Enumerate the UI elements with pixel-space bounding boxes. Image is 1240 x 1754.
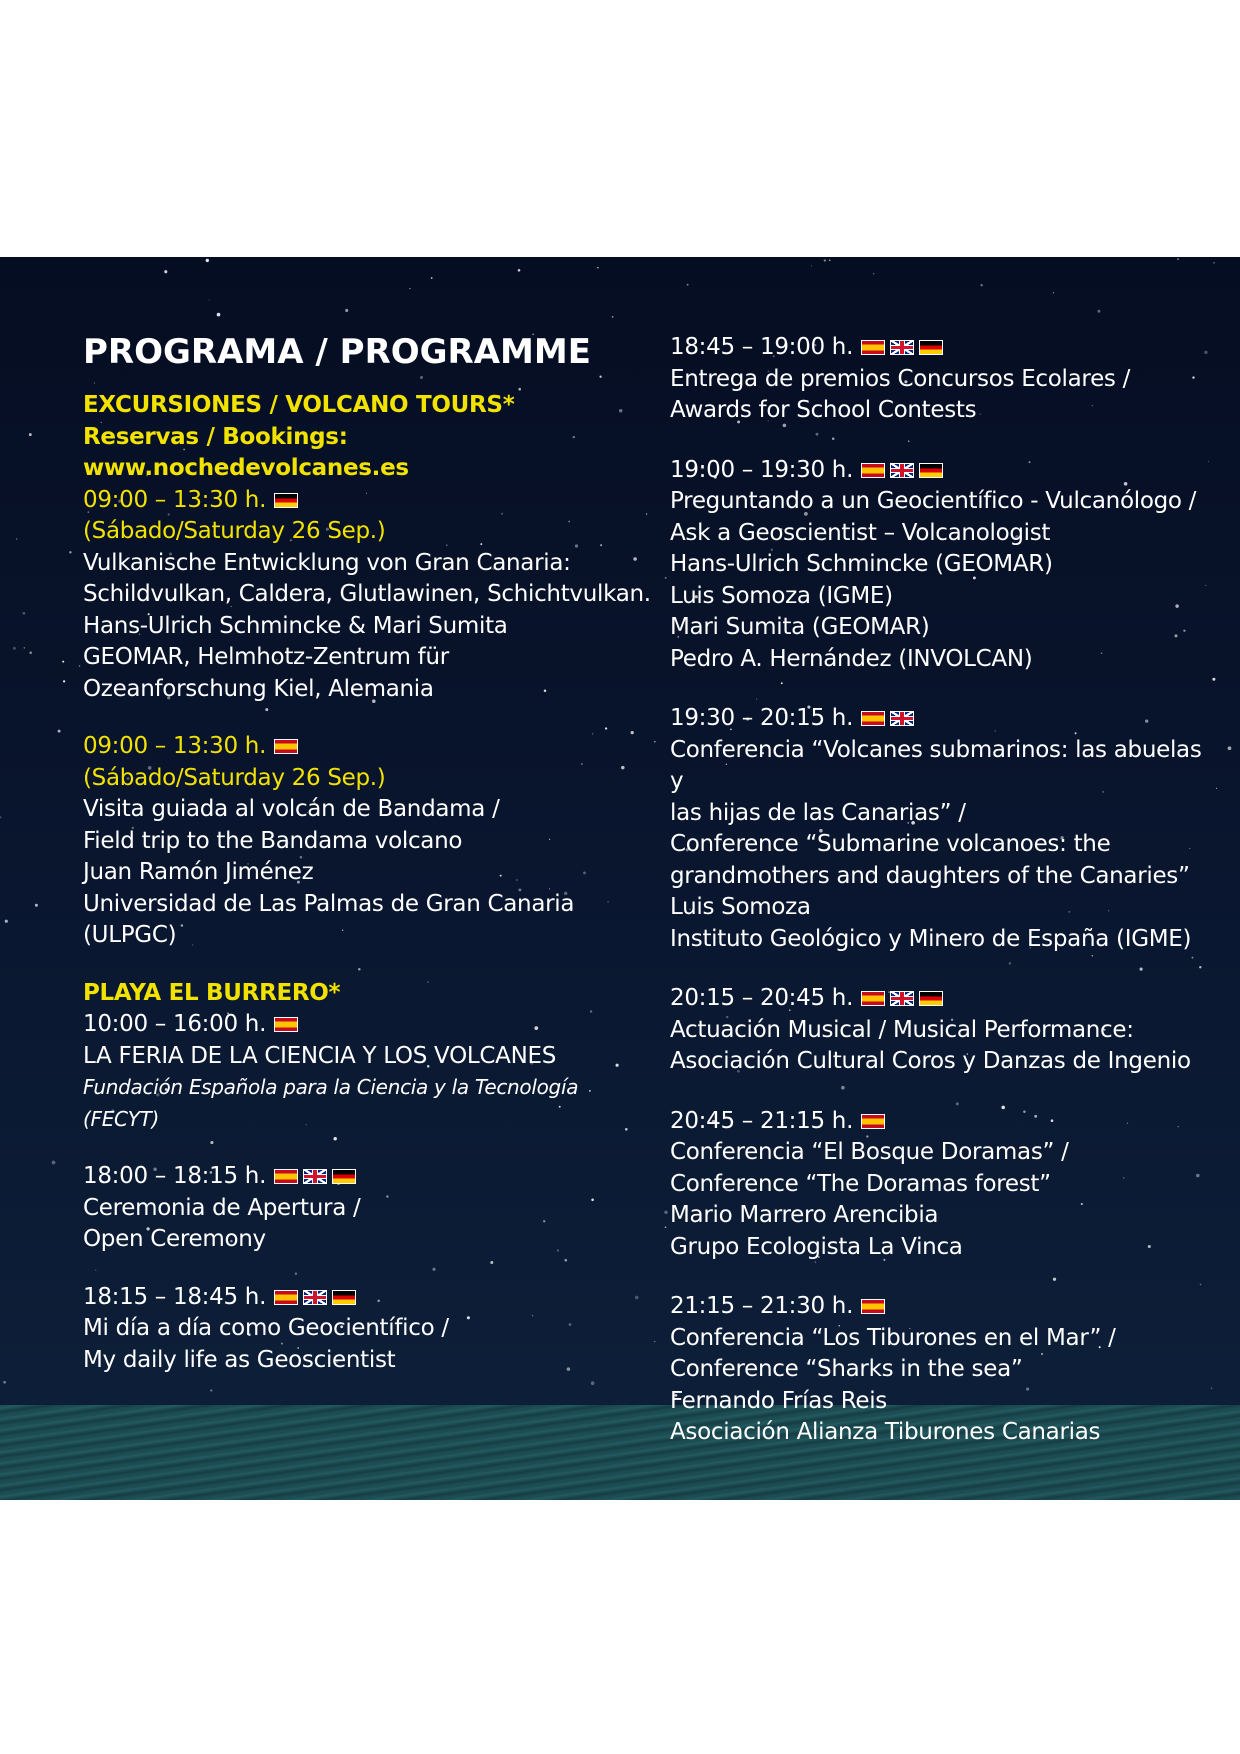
event-daily [83,1282,653,1377]
event-time [670,1106,1215,1138]
text-line: Schildvulkan, Caldera, Glutlawinen, Schichtvulkan. [83,581,651,607]
germany-flag-icon [919,991,943,1006]
program-panel [0,257,1240,1500]
star [518,269,521,272]
text-line: Conferencia “Volcanes submarinos: las abuelas y [670,736,1202,794]
text-line: Grupo Ecologista La Vinca [670,1233,963,1260]
star [665,577,667,579]
event-description [83,548,653,706]
event-description [670,1015,1215,1078]
star [654,1341,655,1342]
text-line: Instituto Geológico y Minero de España (IGME) [670,925,1192,952]
text-line: Vulkanische Entwicklung von Gran Canaria: [83,549,571,576]
event-time [83,731,653,763]
star [24,647,25,648]
spain-flag-icon [274,1169,298,1184]
star [29,651,32,654]
star [1097,310,1100,313]
event-time [670,455,1215,487]
event-description [83,794,653,952]
text-line: Open Ceremony [83,1226,266,1252]
event-time-text: 18:15 – 18:45 h. [83,1283,267,1310]
event-submarine [670,703,1215,955]
star [52,1161,56,1165]
text-line: (FECYT) [83,1106,160,1131]
star [58,730,61,733]
language-flags [266,731,298,763]
uk-flag-icon [303,1169,327,1184]
star [873,273,874,274]
star [664,1211,667,1214]
text-line: las hijas de las Canarias” / [670,799,966,826]
event-fair [83,1009,653,1135]
text-line: Ask a Geoscientist – Volcanologist [670,519,1051,546]
language-flags [853,983,943,1015]
star [217,313,221,317]
text-line: Visita guiada al volcán de Bandama / [83,796,500,822]
text-line: Universidad de Las Palmas de Gran Canaria [83,890,575,917]
event-time [83,1161,653,1193]
star [431,277,433,279]
uk-flag-icon [890,340,914,355]
spain-flag-icon [861,340,885,355]
text-line: grandmothers and daughters of the Canaries” [670,862,1190,889]
text-line: Hans-Ulrich Schmincke (GEOMAR) [670,551,1053,577]
event-time [670,1291,1215,1323]
star [665,1226,667,1228]
language-flags [266,1161,356,1193]
beach-heading: PLAYA EL BURRERO* [83,979,341,1006]
event-tour2 [83,731,653,952]
spain-flag-icon [274,1017,298,1032]
uk-flag-icon [890,711,914,726]
event-time [83,1009,653,1041]
text-line: My daily life as Geoscientist [83,1346,396,1373]
star [1053,292,1054,293]
event-time-text: 21:15 – 21:30 h. [670,1293,854,1319]
event-date: (Sábado/Saturday 26 Sep.) [83,518,386,544]
star [210,1389,212,1391]
germany-flag-icon [332,1290,356,1305]
star [654,741,655,742]
star [1216,788,1217,789]
germany-flag-icon [332,1169,356,1184]
text-line: Mario Marrero Arencibia [670,1202,939,1228]
event-time-text: 09:00 – 13:30 h. [83,486,267,513]
germany-flag-icon [274,493,298,508]
text-line: Actuación Musical / Musical Performance: [670,1016,1134,1043]
text-line: Awards for School Contests [670,397,977,423]
star [829,260,831,262]
text-line: Fernando Frías Reis [670,1387,887,1414]
spain-flag-icon [274,739,298,754]
event-time [670,703,1215,735]
text-line: Hans-Ulrich Schmincke & Mari Sumita [83,612,508,639]
text-line: Conferencia “El Bosque Doramas” / [670,1139,1069,1165]
event-organizer [83,1072,653,1135]
event-time [83,1282,653,1314]
event-time-text: 18:00 – 18:15 h. [83,1163,267,1189]
event-ask [670,455,1215,676]
text-line: Luis Somoza [670,894,811,920]
event-description [670,1323,1215,1449]
text-line: Ozeanforschung Kiel, Alemania [83,675,434,702]
germany-flag-icon [919,340,943,355]
star [597,267,598,268]
event-time-text: 20:15 – 20:45 h. [670,985,854,1011]
star [1213,262,1214,263]
text-line: Fundación Española para la Ciencia y la Tecnología [83,1075,579,1099]
language-flags [853,455,943,487]
event-doramas [670,1106,1215,1264]
text-line: Luis Somoza (IGME) [670,582,893,609]
text-line: Asociación Cultural Coros y Danzas de Ingenio [670,1048,1191,1074]
language-flags [853,1291,885,1323]
event-description [670,735,1215,956]
language-flags [266,1282,356,1314]
germany-flag-icon [919,463,943,478]
bookings-url[interactable]: www.nochedevolcanes.es [83,455,409,481]
star [811,265,812,266]
event-time [670,332,1215,364]
event-opening [83,1161,653,1256]
star [13,647,16,650]
event-title: LA FERIA DE LA CIENCIA Y LOS VOLCANES [83,1042,557,1069]
spain-flag-icon [861,1299,885,1314]
star [612,316,614,318]
star [23,612,26,615]
star [687,284,689,286]
star [35,904,38,907]
star [3,1381,6,1384]
event-description [670,1137,1215,1263]
spain-flag-icon [861,991,885,1006]
star [345,309,348,312]
event-description [83,1313,653,1376]
event-music [670,983,1215,1078]
language-flags [853,332,943,364]
star [5,920,8,923]
event-time [670,983,1215,1015]
event-tour1 [83,485,653,706]
spain-flag-icon [861,711,885,726]
spain-flag-icon [274,1290,298,1305]
language-flags [266,485,298,517]
uk-flag-icon [890,991,914,1006]
star [79,665,81,667]
star [63,680,65,682]
text-line: Preguntando a un Geocientífico - Vulcanólogo / [670,488,1197,514]
uk-flag-icon [890,463,914,478]
star [209,299,210,300]
star [980,284,982,286]
star [824,259,826,261]
text-line: GEOMAR, Helmhotz-Zentrum für [83,644,449,670]
uk-flag-icon [303,1290,327,1305]
excursions-heading: EXCURSIONES / VOLCANO TOURS* [83,392,515,418]
event-time [83,485,653,517]
text-line: Entrega de premios Concursos Ecolares / [670,365,1131,392]
star [409,288,410,289]
text-line: Conference “Sharks in the sea” [670,1356,1023,1382]
text-line: Mi día a día como Geocientífico / [83,1315,449,1341]
event-time-text: 10:00 – 16:00 h. [83,1011,267,1037]
event-time-text: 18:45 – 19:00 h. [670,334,854,360]
language-flags [853,1106,885,1138]
page-title: PROGRAMA / PROGRAMME [83,332,591,372]
right-column [670,332,1215,1449]
spain-flag-icon [861,1114,885,1129]
left-column [83,332,653,1376]
text-line: Juan Ramón Jiménez [83,859,314,885]
language-flags [853,703,914,735]
star [1177,258,1179,260]
event-time-text: 19:30 – 20:15 h. [670,705,854,731]
star [591,1381,595,1385]
text-line: Asociación Alianza Tiburones Canarias [670,1419,1101,1445]
event-time-text: 20:45 – 21:15 h. [670,1107,854,1134]
event-description [83,1193,653,1256]
star [164,270,167,273]
star [69,551,71,553]
text-line: Conference “The Doramas forest” [670,1170,1051,1197]
event-sharks [670,1291,1215,1449]
star [1228,746,1232,750]
star [29,433,32,436]
star [206,259,209,262]
spain-flag-icon [861,463,885,478]
text-line: Conferencia “Los Tiburones en el Mar” / [670,1324,1116,1351]
text-line: (ULPGC) [83,922,177,948]
text-line: Mari Sumita (GEOMAR) [670,614,930,640]
event-time-text: 09:00 – 13:30 h. [83,733,267,759]
event-time-text: 19:00 – 19:30 h. [670,456,854,483]
bookings-label: Reservas / Bookings: [83,423,348,450]
event-date: (Sábado/Saturday 26 Sep.) [83,764,386,791]
text-line: Conference “Submarine volcanoes: the [670,831,1111,857]
text-line: Ceremonia de Apertura / [83,1194,361,1221]
event-awards [670,332,1215,427]
event-description [670,486,1215,675]
star [16,538,17,539]
text-line: Field trip to the Bandama volcano [83,827,463,854]
star [0,816,1,818]
language-flags [266,1009,298,1041]
star [62,661,64,663]
text-line: Pedro A. Hernández (INVOLCAN) [670,645,1033,672]
event-description [670,364,1215,427]
